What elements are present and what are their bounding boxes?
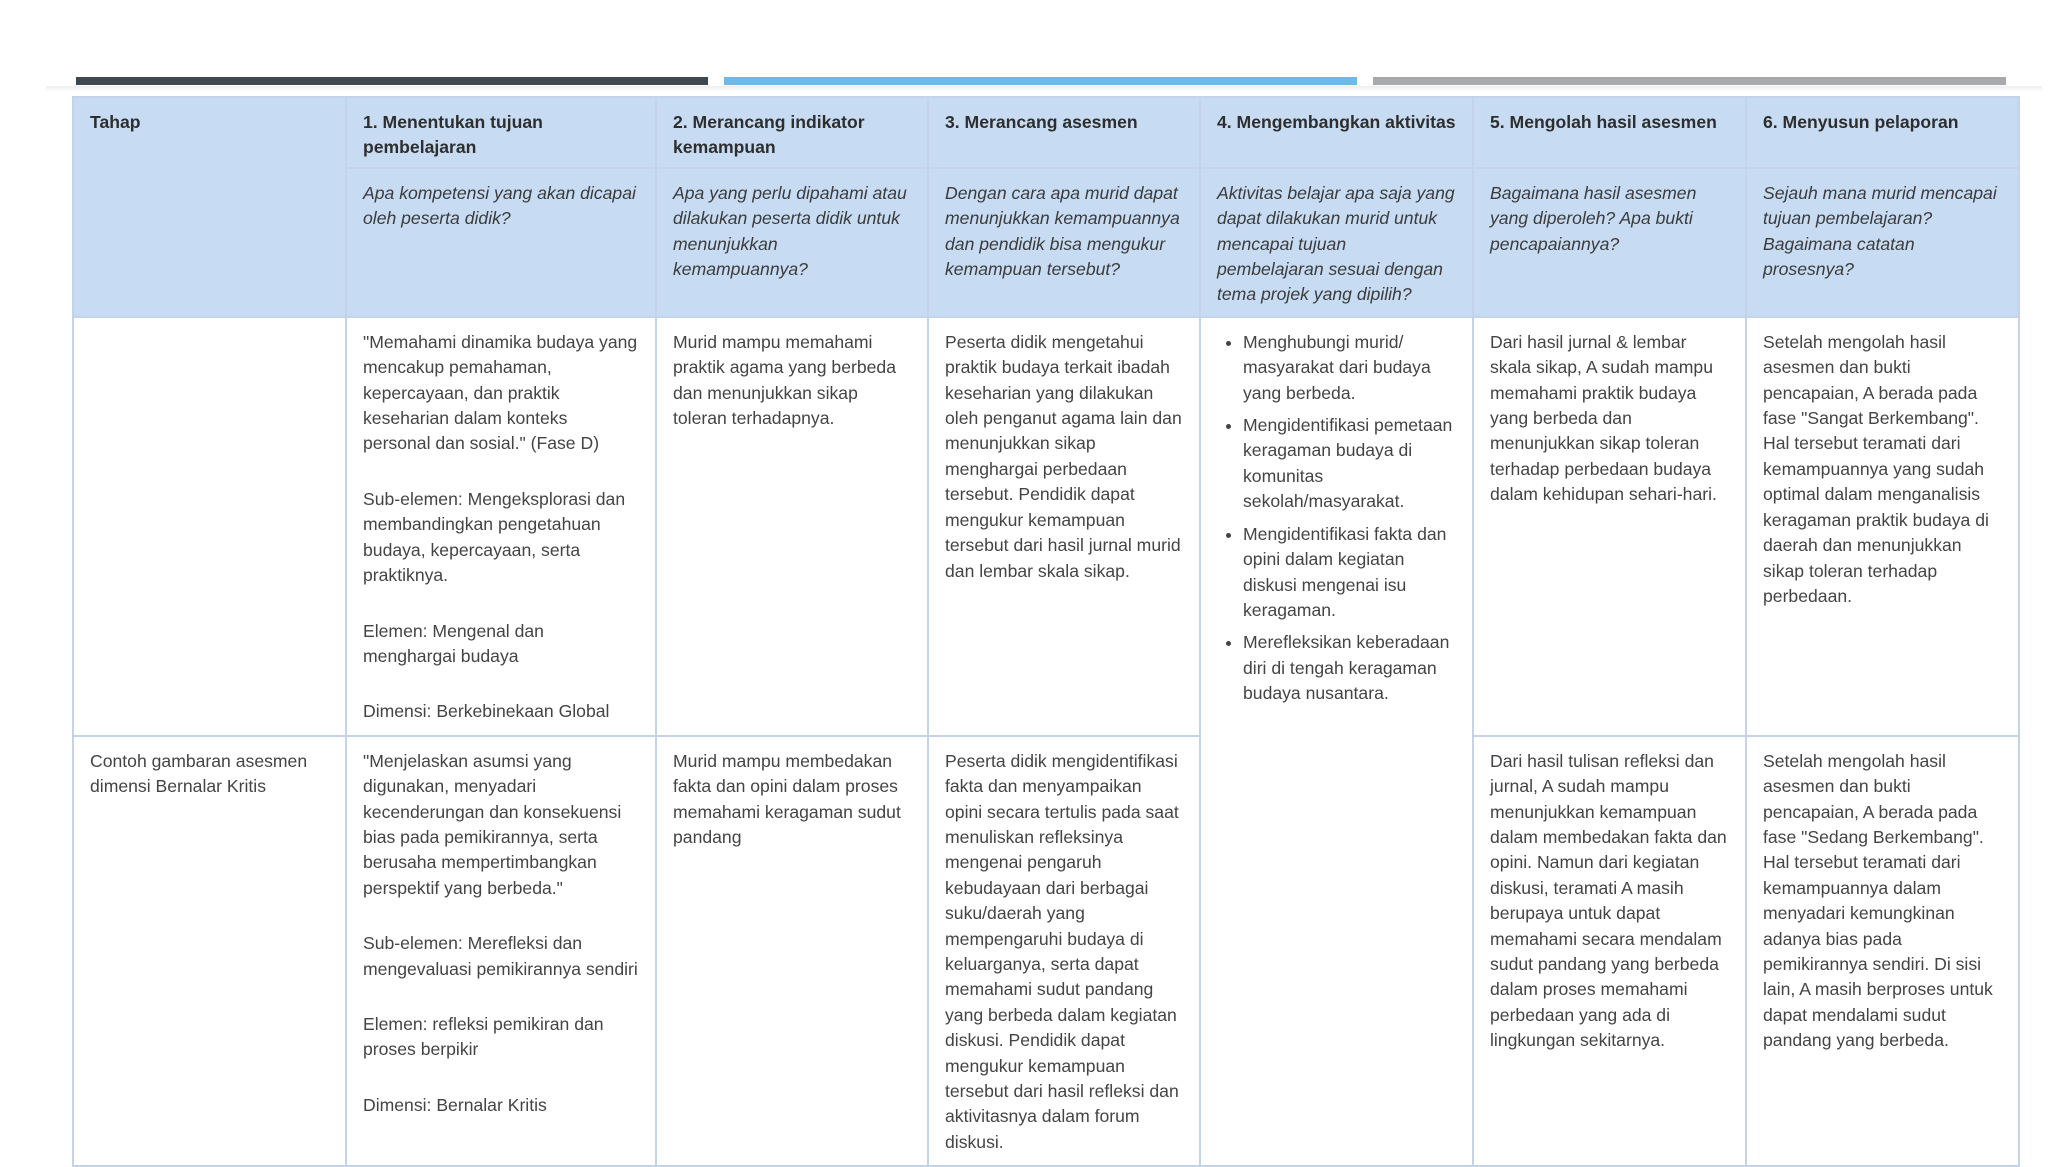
cell-indikator: Murid mampu memahami praktik agama yang berbeda dan menunjukkan sikap toleran terhadapnya.: [656, 317, 928, 736]
cell-tujuan: [346, 736, 656, 1167]
tujuan-elemen: Elemen: Mengenal dan menghargai budaya: [363, 620, 544, 666]
progress-segment-1: [76, 77, 708, 85]
header-row-questions: [73, 168, 2019, 317]
header-step-1: 1. Menentukan tujuan pembelajaran: [346, 97, 656, 168]
header-step-6: 6. Menyusun pelaporan: [1746, 97, 2019, 168]
list-item: • Merefleksikan keberadaan diri di tengah keragaman budaya nusantara.: [1243, 630, 1456, 706]
divider-shadow: [46, 86, 2042, 92]
header-step-3: 3. Merancang asesmen: [928, 97, 1200, 168]
tujuan-dimensi: Dimensi: Berkebinekaan Global: [363, 701, 610, 722]
question-step-6: Sejauh mana murid mencapai tujuan pembelajaran? Bagaimana catatan prosesnya?: [1746, 168, 2019, 317]
header-step-5: 5. Mengolah hasil asesmen: [1473, 97, 1746, 168]
cell-aktivitas: [1200, 317, 1473, 1166]
tujuan-capaian: "Memahami dinamika budaya yang mencakup pemahaman, kepercayaan, dan praktik keseharian dalam konteks personal dan sosial." (Fase D): [363, 331, 638, 454]
progress-segment-2: [724, 77, 1357, 85]
cell-tujuan: [346, 317, 656, 736]
assessment-table: [72, 96, 2020, 1167]
header-step-2: 2. Merancang indikator kemampuan: [656, 97, 928, 168]
tujuan-capaian: "Menjelaskan asumsi yang digunakan, menyadari kecenderungan dan konsekuensi bias pada pemikirannya, serta berusaha mempertimbangkan perspektif yang berbeda.": [363, 750, 622, 898]
cell-asesmen: Peserta didik mengidentifikasi fakta dan menyampaikan opini secara tertulis pada saat menuliskan refleksinya mengenai pengaruh kebudayaan dari berbagai suku/daerah yang mempengaruhi budaya di keluarganya, serta dapat memahami sudut pandang yang berbeda dalam kegiatan diskusi. Pendidik dapat mengukur kemampuan tersebut dari hasil refleksi dan aktivitasnya dalam forum diskusi.: [928, 736, 1200, 1167]
cell-pelaporan: Setelah mengolah hasil asesmen dan bukti pencapaian, A berada pada fase "Sangat Berkembang". Hal tersebut teramati dari kemampuannya yang sudah optimal dalam menganalisis keragaman praktik budaya di daerah dan menunjukkan sikap toleran terhadap perbedaan.: [1746, 317, 2019, 736]
list-item: • Menghubungi murid/ masyarakat dari budaya yang berbeda.: [1243, 330, 1456, 406]
question-step-1: Apa kompetensi yang akan dicapai oleh peserta didik?: [346, 168, 656, 317]
row-label: Contoh gambaran asesmen dimensi Bernalar Kritis: [73, 736, 346, 1167]
tujuan-subelemen: Sub-elemen: Mengeksplorasi dan membandingkan pengetahuan budaya, kepercayaan, serta praktiknya.: [363, 488, 626, 586]
cell-hasil: Dari hasil tulisan refleksi dan jurnal, A sudah mampu menunjukkan kemampuan dalam membedakan fakta dan opini. Namun dari kegiatan diskusi, teramati A masih berupaya untuk dapat memahami secara mendalam sudut pandang yang berbeda dalam proses memahami perbedaan yang ada di lingkungan sekitarnya.: [1473, 736, 1746, 1167]
table-row: [73, 317, 2019, 736]
cell-asesmen: Peserta didik mengetahui praktik budaya terkait ibadah keseharian yang dilakukan oleh penganut agama lain dan menunjukkan sikap menghargai perbedaan tersebut. Pendidik dapat mengukur kemampuan tersebut dari hasil jurnal murid dan lembar skala sikap.: [928, 317, 1200, 736]
cell-hasil: Dari hasil jurnal & lembar skala sikap, A sudah mampu memahami praktik budaya yang berbeda dan menunjukkan sikap toleran terhadap perbedaan budaya dalam kehidupan sehari-hari.: [1473, 317, 1746, 736]
progress-segment-3: [1373, 77, 2006, 85]
aktivitas-list: [1217, 330, 1456, 707]
row-label: [73, 317, 346, 736]
question-step-5: Bagaimana hasil asesmen yang diperoleh? Apa bukti pencapaiannya?: [1473, 168, 1746, 317]
question-step-2: Apa yang perlu dipahami atau dilakukan peserta didik untuk menunjukkan kemampuannya?: [656, 168, 928, 317]
tujuan-subelemen: Sub-elemen: Merefleksi dan mengevaluasi pemikirannya sendiri: [363, 933, 638, 979]
table-row: [73, 736, 2019, 1167]
top-whitespace: [0, 0, 2048, 64]
question-step-4: Aktivitas belajar apa saja yang dapat dilakukan murid untuk mencapai tujuan pembelajaran sesuai dengan tema projek yang dipilih?: [1200, 168, 1473, 317]
cell-indikator: Murid mampu membedakan fakta dan opini dalam proses memahami keragaman sudut pandang: [656, 736, 928, 1167]
cell-pelaporan: Setelah mengolah hasil asesmen dan bukti pencapaian, A berada pada fase "Sedang Berkembang". Hal tersebut teramati dari kemampuannya dalam menyadari kemungkinan adanya bias pada pemikirannya sendiri. Di sisi lain, A masih berproses untuk dapat mendalami sudut pandang yang berbeda.: [1746, 736, 2019, 1167]
list-item: • Mengidentifikasi fakta dan opini dalam kegiatan diskusi mengenai isu keragaman.: [1243, 522, 1456, 624]
header-row-titles: [73, 97, 2019, 168]
list-item: • Mengidentifikasi pemetaan keragaman budaya di komunitas sekolah/masyarakat.: [1243, 413, 1456, 515]
question-step-3: Dengan cara apa murid dapat menunjukkan kemampuannya dan pendidik bisa mengukur kemampuan tersebut?: [928, 168, 1200, 317]
tujuan-dimensi: Dimensi: Bernalar Kritis: [363, 1094, 547, 1115]
header-tahap: Tahap: [73, 97, 346, 317]
tujuan-elemen: Elemen: refleksi pemikiran dan proses berpikir: [363, 1013, 604, 1060]
header-step-4: 4. Mengembangkan aktivitas: [1200, 97, 1473, 168]
